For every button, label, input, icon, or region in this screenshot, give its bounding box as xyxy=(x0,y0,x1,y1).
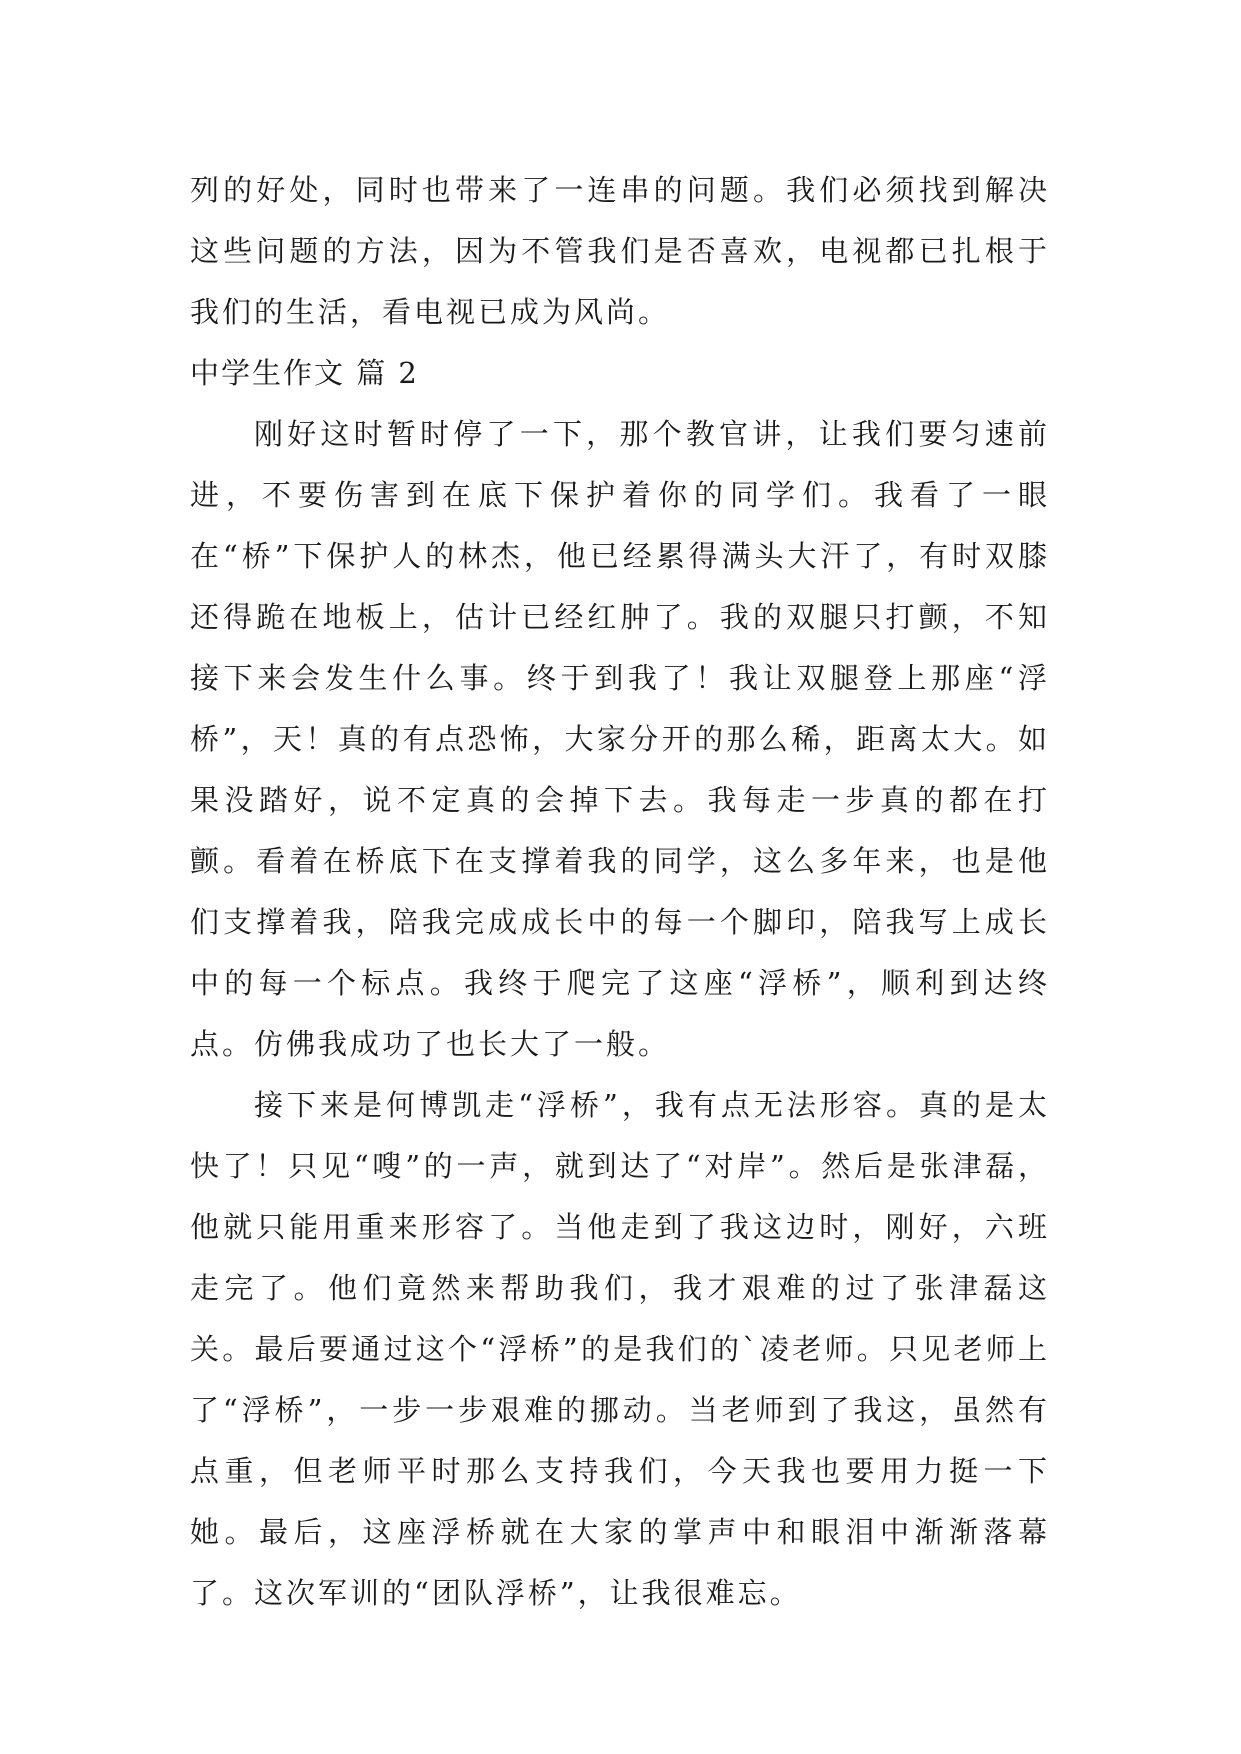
body-paragraph-2: 接下来是何博凯走“浮桥”，我有点无法形容。真的是太快了！只见“嗖”的一声，就到达了“对岸”。然后是张津磊，他就只能用重来形容了。当他走到了我这边时，刚好，六班走完了。他们竟然来帮助我们，我才艰难的过了张津磊这关。最后要通过这个“浮桥”的是我们的`凌老师。只见老师上了“浮桥”，一步一步艰难的挪动。当老师到了我这，虽然有点重，但老师平时那么支持我们，今天我也要用力挺一下她。最后，这座浮桥就在大家的掌声中和眼泪中渐渐落幕了。这次军训的“团队浮桥”，让我很难忘。 xyxy=(190,1088,1050,1610)
body-paragraph-1: 刚好这时暂时停了一下，那个教官讲，让我们要匀速前进，不要伤害到在底下保护着你的同学们。我看了一眼在“桥”下保护人的林杰，他已经累得满头大汗了，有时双膝还得跪在地板上，估计已经红肿了。我的双腿只打颤，不知接下来会发生什么事。终于到我了！我让双腿登上那座“浮桥”，天！真的有点恐怖，大家分开的那么稀，距离太大。如果没踏好，说不定真的会掉下去。我每走一步真的都在打颤。看着在桥底下在支撑着我的同学，这么多年来，也是他们支撑着我，陪我完成成长中的每一个脚印，陪我写上成长中的每一个标点。我终于爬完了这座“浮桥”，顺利到达终点。仿佛我成功了也长大了一般。 xyxy=(190,417,1050,1061)
section-heading: 中学生作文 篇 2 xyxy=(190,356,419,390)
document-body xyxy=(190,160,1050,1624)
continued-paragraph: 列的好处，同时也带来了一连串的问题。我们必须找到解决这些问题的方法，因为不管我们是否喜欢，电视都已扎根于我们的生活，看电视已成为风尚。 xyxy=(190,173,1050,329)
